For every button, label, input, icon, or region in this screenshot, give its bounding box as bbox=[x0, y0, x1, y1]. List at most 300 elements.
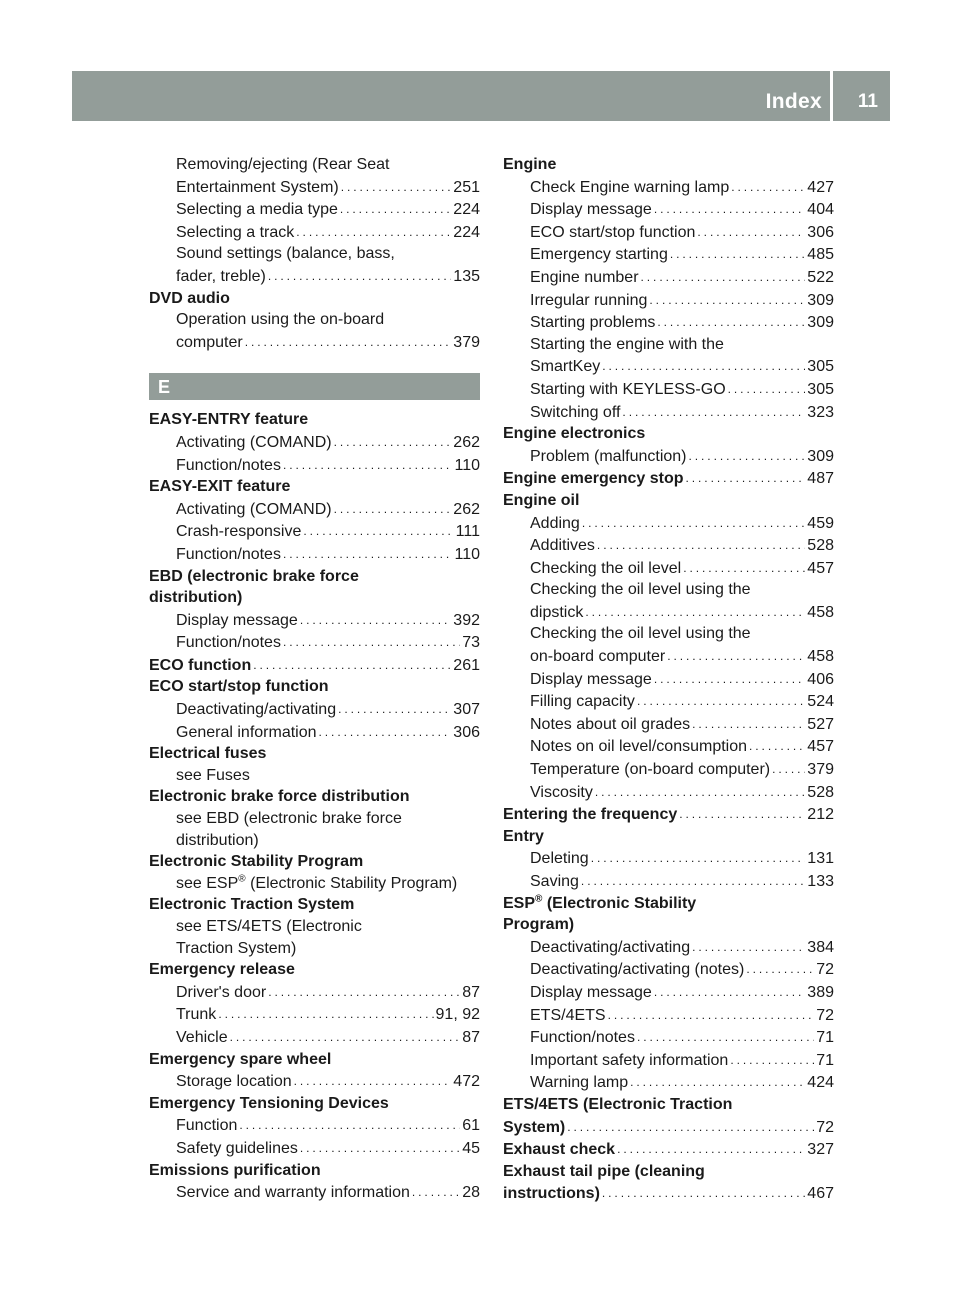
page-ref[interactable]: 459 bbox=[807, 514, 834, 532]
index-entry bbox=[149, 476, 480, 498]
entry-text: instructions) bbox=[503, 1185, 600, 1203]
page-ref[interactable]: 527 bbox=[807, 715, 834, 733]
dot-leader bbox=[341, 176, 452, 199]
index-entry bbox=[503, 154, 834, 176]
index-subentry bbox=[149, 721, 480, 744]
entry-text: Deleting bbox=[530, 850, 589, 868]
entry-text: computer bbox=[176, 333, 243, 351]
index-subentry bbox=[503, 958, 834, 981]
entry-text: Irregular running bbox=[530, 291, 648, 309]
entry-text: Adding bbox=[530, 514, 580, 532]
dot-leader bbox=[338, 698, 451, 721]
dot-leader bbox=[649, 289, 805, 312]
index-subentry bbox=[503, 781, 834, 804]
dot-leader bbox=[283, 543, 453, 566]
index-subentry bbox=[149, 176, 480, 199]
entry-text: Selecting a track bbox=[176, 223, 295, 241]
index-subentry bbox=[503, 981, 834, 1004]
page-ref[interactable]: 524 bbox=[807, 693, 834, 711]
page-ref[interactable]: 379 bbox=[807, 761, 834, 779]
dot-leader bbox=[268, 265, 451, 288]
dot-leader bbox=[731, 176, 805, 199]
index-subentry bbox=[149, 309, 480, 331]
index-entry bbox=[149, 288, 480, 310]
index-subentry bbox=[503, 623, 834, 645]
index-entry bbox=[503, 826, 834, 848]
page-ref[interactable]: 457 bbox=[807, 559, 834, 577]
index-subentry bbox=[149, 431, 480, 454]
dot-leader bbox=[300, 1137, 460, 1160]
index-subentry bbox=[503, 601, 834, 624]
dot-leader bbox=[697, 221, 805, 244]
entry-text: DVD audio bbox=[149, 289, 230, 307]
dot-leader bbox=[319, 721, 452, 744]
index-entry bbox=[503, 1138, 834, 1161]
entry-text: Function/notes bbox=[530, 1029, 635, 1047]
dot-leader bbox=[617, 1138, 805, 1161]
index-subentry bbox=[503, 355, 834, 378]
entry-text: Display message bbox=[530, 201, 652, 219]
entry-text: Deactivating/activating (notes) bbox=[530, 961, 745, 979]
entry-text: Checking the oil level using the bbox=[530, 581, 751, 599]
page-ref[interactable]: 111 bbox=[455, 523, 480, 541]
entry-text: Selecting a media type bbox=[176, 201, 338, 219]
index-subentry bbox=[503, 266, 834, 289]
index-entry bbox=[149, 959, 480, 981]
page-ref[interactable]: 251 bbox=[453, 178, 480, 196]
dot-leader bbox=[283, 454, 453, 477]
page-ref[interactable]: 379 bbox=[453, 333, 480, 351]
page-ref[interactable]: 91, 92 bbox=[435, 1006, 480, 1024]
entry-text: Function bbox=[176, 1117, 238, 1135]
entry-text: ETS/4ETS (Electronic Traction bbox=[503, 1095, 733, 1113]
entry-text: Function/notes bbox=[176, 634, 281, 652]
entry-text: Additives bbox=[530, 537, 595, 555]
page-ref[interactable]: 110 bbox=[454, 456, 480, 474]
index-subentry bbox=[503, 512, 834, 535]
index-entry bbox=[149, 1049, 480, 1071]
index-entry bbox=[149, 743, 480, 765]
page-ref[interactable]: 323 bbox=[807, 403, 834, 421]
entry-text: Electronic Traction System bbox=[149, 896, 355, 914]
index-subentry bbox=[149, 765, 480, 787]
page-header bbox=[72, 71, 890, 121]
index-subentry bbox=[503, 735, 834, 758]
entry-text: Notes about oil grades bbox=[530, 715, 691, 733]
dot-leader bbox=[608, 1004, 815, 1027]
entry-text: ECO start/stop function bbox=[530, 223, 696, 241]
index-subentry bbox=[149, 830, 480, 852]
entry-text: Vehicle bbox=[176, 1028, 228, 1046]
index-subentry bbox=[149, 1114, 480, 1137]
index-subentry bbox=[149, 808, 480, 830]
page-ref[interactable]: 458 bbox=[807, 603, 834, 621]
entry-text: Checking the oil level bbox=[530, 559, 682, 577]
index-subentry bbox=[149, 1070, 480, 1093]
index-entry bbox=[503, 803, 834, 826]
index-entry bbox=[503, 893, 834, 915]
dot-leader bbox=[340, 198, 451, 221]
index-subentry bbox=[503, 1026, 834, 1049]
page-ref[interactable]: 45 bbox=[462, 1139, 480, 1157]
page-ref[interactable]: 528 bbox=[807, 783, 834, 801]
index-subentry bbox=[503, 311, 834, 334]
index-subentry bbox=[149, 631, 480, 654]
entry-text: Entertainment System) bbox=[176, 178, 339, 196]
dot-leader bbox=[602, 355, 805, 378]
entry-text: Emergency release bbox=[149, 961, 295, 979]
page-ref[interactable]: 71 bbox=[816, 1029, 834, 1047]
index-subentry bbox=[149, 243, 480, 265]
page-ref[interactable]: 262 bbox=[453, 433, 480, 451]
index-subentry bbox=[503, 401, 834, 424]
dot-leader bbox=[245, 331, 452, 354]
entry-text: Electrical fuses bbox=[149, 745, 267, 763]
index-subentry bbox=[503, 645, 834, 668]
index-column-right bbox=[503, 154, 834, 1205]
entry-text: Function/notes bbox=[176, 456, 281, 474]
dot-leader bbox=[591, 847, 806, 870]
index-entry bbox=[149, 1160, 480, 1182]
entry-text: Engine emergency stop bbox=[503, 470, 684, 488]
dot-leader bbox=[686, 467, 806, 490]
page-ref[interactable]: 522 bbox=[807, 268, 834, 286]
dot-leader bbox=[630, 1071, 805, 1094]
index-subentry bbox=[503, 445, 834, 468]
index-entry bbox=[503, 914, 834, 936]
entry-text: General information bbox=[176, 723, 317, 741]
index-subentry bbox=[149, 981, 480, 1004]
entry-text: Viscosity bbox=[530, 783, 593, 801]
entry-text: Starting the engine with the bbox=[530, 335, 724, 353]
page-ref[interactable]: 305 bbox=[807, 358, 834, 376]
dot-leader bbox=[268, 981, 460, 1004]
page-ref[interactable]: 309 bbox=[807, 291, 834, 309]
dot-leader bbox=[597, 534, 805, 557]
entry-text: Warning lamp bbox=[530, 1074, 629, 1092]
dot-leader bbox=[218, 1003, 433, 1026]
dot-leader bbox=[772, 758, 805, 781]
index-subentry bbox=[149, 265, 480, 288]
index-subentry bbox=[503, 668, 834, 691]
index-subentry bbox=[503, 936, 834, 959]
index-subentry bbox=[149, 198, 480, 221]
dot-leader bbox=[654, 198, 805, 221]
index-entry bbox=[503, 1182, 834, 1205]
index-subentry bbox=[503, 579, 834, 601]
dot-leader bbox=[334, 498, 452, 521]
index-entry bbox=[503, 490, 834, 512]
entry-text: EASY-EXIT feature bbox=[149, 478, 291, 496]
page-number: 11 bbox=[857, 91, 878, 112]
entry-text: Emergency spare wheel bbox=[149, 1050, 332, 1068]
index-subentry bbox=[503, 334, 834, 356]
index-entry bbox=[149, 851, 480, 873]
index-subentry bbox=[149, 454, 480, 477]
page-ref[interactable]: 224 bbox=[453, 223, 480, 241]
entry-text: Exhaust check bbox=[503, 1141, 616, 1159]
entry-text: Trunk bbox=[176, 1006, 217, 1024]
dot-leader bbox=[692, 713, 805, 736]
page-ref[interactable]: 28 bbox=[462, 1184, 480, 1202]
page-ref[interactable]: 224 bbox=[453, 201, 480, 219]
entry-text: Notes on oil level/consumption bbox=[530, 738, 748, 756]
index-subentry bbox=[503, 243, 834, 266]
entry-text: ECO start/stop function bbox=[149, 678, 329, 696]
entry-text: Filling capacity bbox=[530, 693, 635, 711]
entry-text: Engine oil bbox=[503, 491, 580, 509]
entry-text: Temperature (on-board computer) bbox=[530, 761, 771, 779]
index-subentry bbox=[503, 221, 834, 244]
page-ref[interactable]: 306 bbox=[453, 723, 480, 741]
dot-leader bbox=[730, 1049, 814, 1072]
dot-leader bbox=[581, 870, 805, 893]
index-entry bbox=[149, 894, 480, 916]
index-subentry bbox=[149, 520, 480, 543]
entry-text: Display message bbox=[530, 670, 652, 688]
page-ref[interactable]: 457 bbox=[807, 738, 834, 756]
index-subentry bbox=[149, 1137, 480, 1160]
index-subentry bbox=[503, 1071, 834, 1094]
entry-text: EASY-ENTRY feature bbox=[149, 411, 309, 429]
page-ref[interactable]: 72 bbox=[816, 961, 834, 979]
page-ref[interactable]: 309 bbox=[807, 447, 834, 465]
index-subentry bbox=[503, 176, 834, 199]
entry-text: SmartKey bbox=[530, 358, 601, 376]
index-entry bbox=[503, 423, 834, 445]
dot-leader bbox=[692, 936, 805, 959]
dot-leader bbox=[230, 1026, 461, 1049]
entry-text: Activating (COMAND) bbox=[176, 433, 332, 451]
entry-text: System) bbox=[503, 1118, 566, 1136]
entry-text: Starting problems bbox=[530, 314, 656, 332]
dot-leader bbox=[667, 645, 805, 668]
page-ref[interactable]: 133 bbox=[807, 873, 834, 890]
entry-text: Electronic brake force distribution bbox=[149, 788, 410, 806]
entry-text: Switching off bbox=[530, 403, 621, 421]
entry-text: EBD (electronic brake force bbox=[149, 567, 359, 585]
entry-text: Display message bbox=[176, 611, 298, 629]
dot-leader bbox=[689, 445, 806, 468]
dot-leader bbox=[637, 1026, 814, 1049]
page-ref[interactable]: 392 bbox=[453, 611, 480, 629]
entry-text: Activating (COMAND) bbox=[176, 500, 332, 518]
entry-text: Display message bbox=[530, 983, 652, 1001]
dot-leader bbox=[296, 221, 451, 244]
dot-leader bbox=[294, 1070, 452, 1093]
page-ref[interactable]: 87 bbox=[462, 1028, 480, 1046]
index-entry bbox=[503, 467, 834, 490]
page-ref[interactable]: 72 bbox=[816, 1006, 834, 1024]
page-ref[interactable]: 327 bbox=[807, 1141, 834, 1159]
index-entry bbox=[149, 654, 480, 677]
index-entry bbox=[149, 409, 480, 431]
page-ref[interactable]: 427 bbox=[807, 178, 834, 196]
index-subentry bbox=[149, 1003, 480, 1026]
entry-text: Electronic Stability Program bbox=[149, 853, 364, 871]
page-ref[interactable]: 61 bbox=[462, 1117, 480, 1135]
page-ref[interactable]: 212 bbox=[807, 806, 834, 824]
index-subentry bbox=[149, 873, 480, 895]
entry-text: see Fuses bbox=[176, 766, 250, 784]
page-ref[interactable]: 389 bbox=[807, 983, 834, 1001]
dot-leader bbox=[679, 803, 805, 826]
dot-leader bbox=[654, 981, 805, 1004]
entry-text: Starting with KEYLESS-GO bbox=[530, 380, 726, 398]
registered-mark: ® bbox=[535, 893, 543, 905]
entry-text: Important safety information bbox=[530, 1051, 729, 1069]
index-subentry bbox=[149, 916, 480, 938]
page-ref[interactable]: 404 bbox=[807, 201, 834, 219]
index-subentry bbox=[149, 938, 480, 960]
dot-leader bbox=[253, 654, 451, 677]
registered-mark: ® bbox=[238, 873, 246, 885]
index-subentry bbox=[503, 289, 834, 312]
entry-text: distribution) bbox=[176, 831, 259, 849]
entry-text: distribution) bbox=[149, 589, 243, 607]
entry-text: Safety guidelines bbox=[176, 1139, 298, 1157]
page-ref[interactable]: 487 bbox=[807, 470, 834, 488]
dot-leader bbox=[654, 668, 805, 691]
entry-text: Driver's door bbox=[176, 983, 267, 1001]
entry-text: Saving bbox=[530, 873, 579, 890]
header-separator bbox=[830, 71, 833, 121]
dot-leader bbox=[657, 311, 805, 334]
page-ref[interactable]: 424 bbox=[807, 1074, 834, 1092]
dot-leader bbox=[602, 1182, 805, 1205]
index-subentry bbox=[149, 154, 480, 176]
page-ref[interactable]: 406 bbox=[807, 670, 834, 688]
page-ref[interactable]: 72 bbox=[816, 1118, 834, 1136]
entry-text: Emergency Tensioning Devices bbox=[149, 1094, 389, 1112]
dot-leader bbox=[641, 266, 806, 289]
entry-text: Deactivating/activating bbox=[530, 938, 691, 956]
entry-text: Storage location bbox=[176, 1073, 292, 1091]
index-subentry bbox=[503, 758, 834, 781]
section-letter: E bbox=[158, 377, 171, 398]
index-subentry bbox=[149, 498, 480, 521]
dot-leader bbox=[683, 557, 805, 580]
entry-text: Service and warranty information bbox=[176, 1184, 410, 1202]
entry-text: ECO function bbox=[149, 656, 252, 674]
entry-text: Entering the frequency bbox=[503, 806, 678, 824]
page-ref[interactable]: 110 bbox=[454, 545, 480, 563]
entry-text: Problem (malfunction) bbox=[530, 447, 687, 465]
dot-leader bbox=[582, 512, 805, 535]
entry-text: Engine number bbox=[530, 268, 639, 286]
dot-leader bbox=[595, 781, 805, 804]
entry-text: Entry bbox=[503, 827, 544, 845]
section-header bbox=[149, 373, 480, 400]
index-subentry bbox=[149, 1181, 480, 1204]
index-entry bbox=[149, 1093, 480, 1115]
index-subentry bbox=[503, 870, 834, 893]
page-ref[interactable]: 309 bbox=[807, 314, 834, 332]
entry-text: Engine electronics bbox=[503, 425, 646, 443]
entry-text: Function/notes bbox=[176, 545, 281, 563]
index-subentry bbox=[503, 847, 834, 870]
entry-text: Engine bbox=[503, 156, 557, 173]
entry-text: see EBD (electronic brake force bbox=[176, 810, 402, 828]
entry-text: see ETS/4ETS (Electronic bbox=[176, 918, 362, 935]
header-title: Index bbox=[765, 90, 822, 113]
index-subentry bbox=[149, 609, 480, 632]
page-ref[interactable]: 306 bbox=[807, 223, 834, 241]
index-entry bbox=[149, 786, 480, 808]
index-subentry bbox=[503, 1004, 834, 1027]
entry-text: fader, treble) bbox=[176, 267, 266, 285]
index-entry bbox=[149, 676, 480, 698]
page-ref[interactable]: 131 bbox=[807, 850, 834, 868]
entry-text: Sound settings (balance, bass, bbox=[176, 245, 395, 263]
page-ref[interactable]: 135 bbox=[453, 267, 480, 285]
index-subentry bbox=[149, 221, 480, 244]
index-entry bbox=[503, 1161, 834, 1183]
page-ref[interactable]: 485 bbox=[807, 246, 834, 264]
page-ref[interactable]: 261 bbox=[453, 656, 480, 674]
dot-leader bbox=[412, 1181, 460, 1204]
dot-leader bbox=[567, 1116, 814, 1139]
index-subentry bbox=[503, 690, 834, 713]
entry-text: ESP® (Electronic Stability bbox=[503, 893, 697, 912]
dot-leader bbox=[622, 401, 805, 424]
entry-text: on-board computer bbox=[530, 648, 666, 666]
index-subentry bbox=[503, 713, 834, 736]
page-ref[interactable]: 458 bbox=[807, 648, 834, 666]
dot-leader bbox=[283, 631, 460, 654]
index-entry bbox=[503, 1116, 834, 1139]
page-ref[interactable]: 472 bbox=[453, 1073, 480, 1091]
entry-text: Crash-responsive bbox=[176, 523, 302, 541]
index-subentry bbox=[503, 1049, 834, 1072]
entry-text: see ESP® (Electronic Stability Program) bbox=[176, 873, 458, 892]
dot-leader bbox=[303, 520, 453, 543]
index-subentry bbox=[149, 698, 480, 721]
entry-text: Emergency starting bbox=[530, 246, 668, 264]
dot-leader bbox=[728, 378, 806, 401]
dot-leader bbox=[670, 243, 805, 266]
dot-leader bbox=[334, 431, 452, 454]
entry-text: Program) bbox=[503, 916, 575, 934]
page-ref[interactable]: 73 bbox=[462, 634, 480, 652]
page-ref[interactable]: 528 bbox=[807, 537, 834, 555]
index-subentry bbox=[503, 198, 834, 221]
page-ref[interactable]: 71 bbox=[816, 1051, 834, 1069]
dot-leader bbox=[585, 601, 805, 624]
page-ref[interactable]: 467 bbox=[807, 1185, 834, 1203]
entry-text: Checking the oil level using the bbox=[530, 625, 751, 643]
entry-text: Exhaust tail pipe (cleaning bbox=[503, 1162, 705, 1180]
entry-text: Emissions purification bbox=[149, 1161, 321, 1179]
entry-text: Deactivating/activating bbox=[176, 701, 337, 719]
index-column-left bbox=[149, 154, 480, 1204]
dot-leader bbox=[637, 690, 805, 713]
entry-text: dipstick bbox=[530, 603, 584, 621]
dot-leader bbox=[749, 735, 805, 758]
page-ref[interactable]: 307 bbox=[453, 701, 480, 719]
index-entry bbox=[149, 566, 480, 588]
page-ref[interactable]: 384 bbox=[807, 938, 834, 956]
index-subentry bbox=[503, 534, 834, 557]
page-ref[interactable]: 305 bbox=[807, 380, 834, 398]
page-ref[interactable]: 87 bbox=[462, 983, 480, 1001]
index-entry bbox=[149, 587, 480, 609]
index-subentry bbox=[503, 557, 834, 580]
entry-text: Check Engine warning lamp bbox=[530, 178, 730, 196]
entry-text: Removing/ejecting (Rear Seat bbox=[176, 156, 390, 173]
index-subentry bbox=[149, 331, 480, 354]
page-ref[interactable]: 262 bbox=[453, 500, 480, 518]
